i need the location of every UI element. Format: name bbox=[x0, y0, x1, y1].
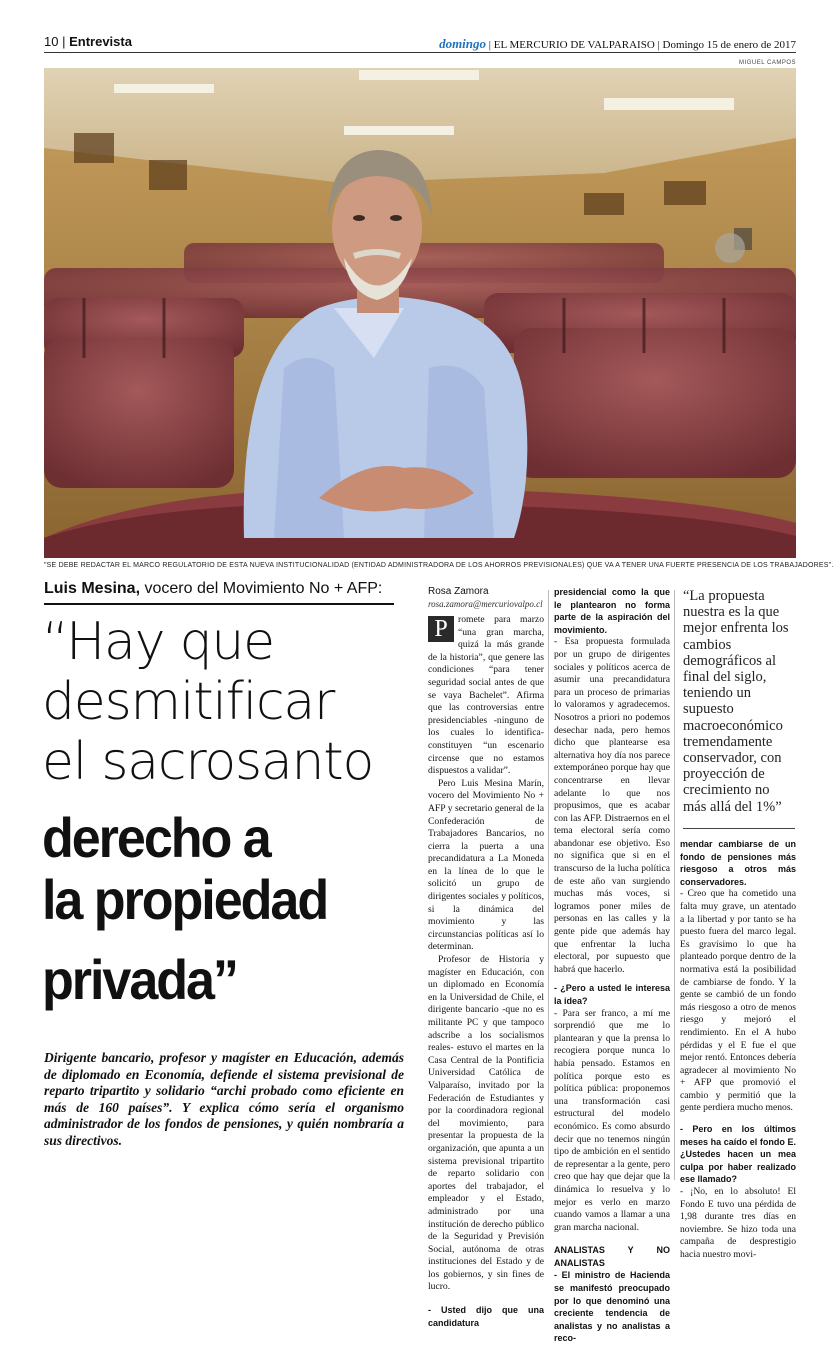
interview-question: - Usted dijo que una candidatura bbox=[428, 1305, 544, 1328]
header-separator: | bbox=[488, 39, 494, 51]
headline-line-1: “Hay que bbox=[42, 612, 274, 672]
headline-line-5: la propiedad bbox=[42, 868, 328, 931]
supplement-label: domingo bbox=[439, 36, 487, 51]
publication-date: Domingo 15 de enero de 2017 bbox=[662, 39, 796, 51]
interview-answer: - ¡No, en lo absoluto! El Fondo E tuvo una pérdida de 1,98 durante tres días en noviembre. Se hizo toda una campaña de desprestigio hacia nuestro movi- bbox=[680, 1186, 796, 1260]
headline-line-2: desmitificar bbox=[42, 672, 335, 732]
paragraph: Pero Luis Mesina Marín, vocero del Movimiento No + AFP y secretario general de la Confederación de Trabajadores Bancarios, no cierra la puerta a una precandidatura a La Moneda en la línea de lo que le solicitó un grupo de dirigentes sociales y políticos, si la dinámica del movimiento y las circunstancias políticas así lo determinan. bbox=[428, 777, 544, 953]
kicker-rule bbox=[44, 603, 394, 605]
pull-quote: “La propuesta nuestra es la que mejor enfrenta los cambios demográficos al final del siglo, teniendo un supuesto macroeconómico tremendamente conservador, con proyección de crecimiento no más allá del 1%” bbox=[683, 588, 789, 815]
header-rule bbox=[44, 52, 796, 53]
headline-line-6: privada” bbox=[42, 948, 237, 1011]
column-divider bbox=[548, 590, 549, 1180]
section-label: Entrevista bbox=[69, 34, 132, 49]
article-column-3 bbox=[680, 838, 796, 1262]
page-number: 10 bbox=[44, 34, 59, 49]
interview-question: - El ministro de Hacienda se manifestó preocupado por lo que denominó una creciente tendencia de analistas y no analistas a reco- bbox=[554, 1270, 670, 1344]
interviewee-role: vocero del Movimiento No + AFP: bbox=[140, 580, 383, 597]
article-column-1 bbox=[428, 614, 544, 1329]
article-column-2 bbox=[554, 586, 670, 1345]
interview-question: mendar cambiarse de un fondo de pensiones más riesgoso a otros más conservadores. bbox=[680, 839, 796, 887]
header-separator: | bbox=[657, 39, 663, 51]
photo-credit: MIGUEL CAMPOS bbox=[739, 60, 796, 66]
paragraph: Profesor de Historia y magíster en Educación, con un diplomado en Economía en la Universidad de Chile, el dirigente bancario -que no es militante PC y que tampoco adscribe a los socialismos reales- estuvo el martes en la Casa Central de la Pontificia Universidad Católica de Valparaíso, invitado por la Federación de Estudiantes y por la coordinadora regional del movimiento, para presentar la propuesta de la organización, que apunta a un sistema previsional tripartito de reparto solidario con aportes del trabajador, el empleador y el Estado, administrado por una institución de derecho público de la Seguridad y Previsión Social, autónoma de otras instituciones del Estado y de los gobiernos, y sin fines de lucro. bbox=[428, 954, 544, 1293]
headline-line-3: el sacrosanto bbox=[42, 732, 374, 792]
page-header-left bbox=[44, 34, 132, 49]
paragraph-text: romete para marzo “una gran marcha, quizá la más grande de la historia”, que genere las condiciones “para tener seguridad social antes de que se vaya Bachelet”. Afirma que las controversias entre presidenciables -ninguno de los cuales lo identifica- constituyen “un escenario circense que no estamos dispuestos a validar”. bbox=[428, 614, 544, 777]
interview-question: - Pero en los últimos meses ha caído el fondo E. ¿Ustedes hacen un mea culpa por haber realizado ese llamado? bbox=[680, 1124, 796, 1185]
column-divider bbox=[674, 590, 675, 1180]
interview-question: presidencial como la que le plantearon no forma parte de la aspiración del movimiento. bbox=[554, 587, 670, 635]
headline-line-4: derecho a bbox=[42, 806, 270, 869]
subheading: ANALISTAS Y NO ANALISTAS bbox=[554, 1245, 670, 1268]
photo-caption: "SE DEBE REDACTAR EL MARCO REGULATORIO DE ESTA NUEVA INSTITUCIONALIDAD (ENTIDAD ADMINISTRADORA DE LOS AHORROS PREVISIONALES) QUE VA A TENER UNA FUERTE PRESENCIA DE LOS TRABAJADORES". bbox=[44, 562, 834, 569]
kicker bbox=[44, 580, 382, 598]
byline-name: Rosa Zamora bbox=[428, 586, 489, 597]
interviewee-name: Luis Mesina, bbox=[44, 580, 141, 597]
interview-answer: - Para ser franco, a mí me sorprendió que me lo plantearan y que la prensa lo recogiera porque nunca lo había pensado. Estamos en política porque esto es política pública: proponemos una transformación casi estructural del modelo económico. Es como absurdo decir que no tenemos ningún tipo de ambición en el sentido de representar a la gente, pero creo que hay que dejar que la dinámica lo resuelva y lo mejor es verlo en marzo cuando vamos a llamar a una gran marcha nacional. bbox=[554, 1007, 670, 1233]
interview-question: - ¿Pero a usted le interesa la idea? bbox=[554, 983, 670, 1006]
header-separator: | bbox=[62, 34, 70, 49]
drop-cap: P bbox=[428, 616, 454, 642]
interview-photo bbox=[44, 68, 796, 558]
publication-name: EL MERCURIO DE VALPARAISO bbox=[493, 39, 655, 51]
byline-email: rosa.zamora@mercuriovalpo.cl bbox=[428, 599, 543, 609]
interview-answer: - Esa propuesta formulada por un grupo de dirigentes sociales y políticos acerca de asumir una precandidatura para un proceso de primarias lo valoramos y agradecemos. Nosotros a priori no podemos desechar nada, pero hemos dicho que plantearse esa alternativa hoy día nos parece extemporáneo porque hay que concentrarse en llevar adelante lo que nos propusimos, que es acabar con las AFP. Distraernos en el tema electoral sería como abandonar ese objetivo. Eso no significa que si en el transcurso de la lucha política de este año van surgiendo muchas más voces, si logramos poner miles de personas en las calles y la gente pide que además hay que enfrentar la lucha electoral, por supuesto que habrá que hacerlo. bbox=[554, 636, 670, 975]
paragraph bbox=[428, 614, 544, 778]
interview-answer: - Creo que ha cometido una falta muy grave, un atentado a la libertad y por tanto se ha puesto fuera del marco legal. Es gravísimo lo que ha planteado porque dentro de la normativa está la posibilidad de cambiarse de fondo. Y la gente se cambió de un fondo más riesgoso a otro de menos riesgo y mejoró el rendimiento. En el A hubo pérdidas y el E fue el que mejor rentó. Entonces debería agradecer al movimiento No + AFP que promovió el cambio y permitió que la gente perdiera mucho menos. bbox=[680, 888, 796, 1114]
page-header-right bbox=[439, 36, 796, 52]
pull-quote-rule bbox=[683, 828, 795, 829]
auditorium-photo-illustration bbox=[44, 68, 796, 558]
article-dek: Dirigente bancario, profesor y magíster en Educación, además de diplomado en Economía, defiende el sistema previsional de reparto tripartito y solidario “archi probado como eficiente en más de 160 países”. Y explica cómo sería el organismo administrador de los fondos de pensiones, y quién nombraría a sus directivos. bbox=[44, 1050, 404, 1148]
